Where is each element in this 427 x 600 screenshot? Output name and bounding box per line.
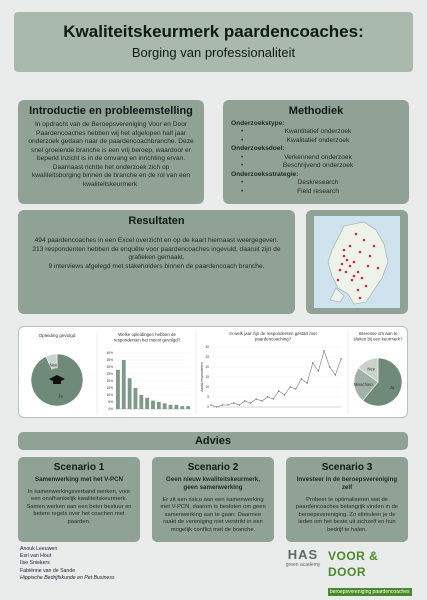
chart4-label: Nee: [367, 366, 376, 372]
author-name: Fabiënne van de Sande: [20, 567, 76, 574]
results-line: 494 paardencoaches in een Excel overzicht en op de kaart hiernaast weergegeven.: [34, 237, 279, 244]
author-name: Ilse Sniekers: [20, 560, 50, 567]
program-name: Hippische Bedrijfskunde en Pet Business: [20, 574, 115, 581]
scenario-card: [18, 457, 140, 542]
has-logo: HAS green academy: [285, 547, 321, 568]
method-type-label: Onderzoekstype:: [231, 120, 285, 127]
method-goal-label: Onderzoeksdoel:: [231, 145, 285, 153]
chart2-bar: [186, 406, 190, 409]
netherlands-map: [306, 210, 408, 314]
authors-block: [20, 546, 115, 582]
method-item: • Deskresearch: [241, 179, 339, 187]
scenario-subtitle: Investeer in de beroepsvereniging zelf: [296, 476, 398, 491]
chart2-title: respondenten het meest gevolgd?: [113, 337, 181, 343]
chart2-title: Welke opleidingen hebben de: [118, 332, 176, 337]
chart2-bar: [157, 402, 161, 409]
chart2-bar: [169, 405, 173, 409]
method-title: Methodiek: [288, 105, 344, 117]
scenario-body: In samenwerkingsverband werken, voor een onafhankelijk kwaliteitskeurmerk. Samen werken aan een beter bestuur en betere regels over het coachen met paarden.: [26, 488, 132, 525]
chart4-title: sluiten bij een keurmerk?: [353, 336, 403, 342]
chart4-label: Misschien: [353, 381, 373, 387]
chart2-ytick: 25%: [106, 372, 113, 376]
chart3-ytick: 25: [205, 355, 209, 359]
poster-subtitle: Borging van professionaliteit: [131, 45, 296, 60]
chart2-ytick: 20%: [106, 379, 113, 383]
results-title: Resultaten: [128, 215, 185, 227]
advies-heading: Advies: [18, 432, 408, 450]
author-name: Esri van Hout: [20, 553, 52, 560]
chart2-bar: [134, 388, 138, 409]
chart1-label: Ja: [58, 393, 63, 399]
chart2-bar: [174, 405, 178, 409]
method-item: • Field research: [241, 187, 339, 195]
chart1-label: Nee: [49, 362, 58, 368]
results-line: 9 interviews afgelegd met stakeholders binnen de paardencoach branche.: [48, 263, 265, 271]
scenario-card: [286, 457, 408, 542]
method-item: • Verkennend onderzoek: [241, 153, 352, 161]
chart3-ytick: 5: [207, 395, 209, 399]
poster-header: [14, 12, 413, 72]
charts-svg: [19, 327, 409, 419]
results-line: 213 respondenten hebben de enquête voor paardencoaches ingevuld, daaruit zijn de grafieken gemaakt.: [32, 245, 281, 262]
chart2-ytick: 0%: [108, 407, 113, 411]
chart4-label: Ja: [389, 385, 395, 391]
method-item: • Beschrijvend onderzoek: [241, 162, 354, 170]
method-panel: [223, 100, 409, 204]
map-graphic: [314, 216, 400, 308]
scenario-title: Scenario 1: [53, 462, 105, 473]
scenario-body: Er zit een risico aan een samenwerking met V-PCN, daarom is besloten om geen samenwerking aan te gaan. Daarmee raakt de vereniging niet verstrikt in een mogelijk conflict met de branche.: [160, 496, 266, 533]
chart3-title: In welk jaar zijn de respondenten gestart met: [229, 331, 317, 336]
chart2-bar: [122, 360, 126, 409]
scenario-title: Scenario 2: [187, 462, 239, 473]
chart3-ytick: 15: [205, 375, 209, 379]
chart1-title: Opleiding gevolgd: [38, 333, 76, 338]
chart2-bar: [116, 370, 120, 409]
chart3-title: paardencoaching?: [254, 336, 292, 342]
charts-panel: [18, 326, 408, 418]
chart2-bar: [145, 398, 149, 409]
method-strategy-label: Onderzoeksstrategie:: [231, 170, 299, 178]
graduation-cap-base: [53, 380, 61, 384]
scenario-card: [152, 457, 274, 542]
chart2-ytick: 40%: [106, 351, 113, 355]
results-panel: [18, 210, 295, 314]
method-item: • Kwalitatief onderzoek: [241, 136, 350, 144]
scenario-body: Probeer te optimaliseren wat de paardencoaches belangrijk vinden in de beroepsvereniging. Zo stimuleer je de leden om het beste uit zichzelf en hun bedrijf te halen.: [295, 496, 399, 533]
author-name: Anouk Leeuwen: [20, 546, 58, 552]
chart2-ytick: 15%: [106, 386, 113, 390]
chart3-line: [211, 351, 341, 407]
chart3-ylabel: Aantal respondenten: [200, 362, 204, 392]
chart2-ytick: 35%: [106, 358, 113, 362]
scenario-title: Scenario 3: [321, 462, 373, 473]
scenario-subtitle: Geen nieuw kwaliteitskeurmerk, geen samenwerking: [166, 476, 260, 491]
poster-title: Kwaliteitskeurmerk paardencoaches:: [63, 22, 364, 41]
chart2-bar: [180, 406, 184, 409]
intro-panel: [18, 100, 204, 204]
chart3-ytick: 0: [207, 405, 209, 409]
chart2-ytick: 30%: [106, 365, 113, 369]
chart3-ytick: 30: [205, 345, 209, 349]
chart2-ytick: 10%: [106, 393, 113, 397]
chart2-bar: [151, 401, 155, 409]
chart3-ytick: 10: [205, 385, 209, 389]
chart2-bar: [163, 403, 167, 409]
chart3-ytick: 20: [205, 365, 209, 369]
voor-door-logo: VOOR & DOOR beroepsvereniging paardencoaches: [328, 549, 410, 595]
intro-title: Introductie en probleemstelling: [29, 105, 193, 117]
intro-body: In opdracht van de Beroepsvereniging Voor en Door Paardencoaches hebben wij het afgelopen half jaar onderzoek gedaan naar de paardencoachbranche. Deze snel groeiende branche is een vrij beroep, waardoor er beperkt inzicht is in de omvang en inrichting ervan. Daarnaast richtte het onderzoek zich op kwaliteitsborging binnen de branche en de rol van een kwaliteitskeurmerk.: [28, 121, 194, 188]
chart2-ytick: 5%: [108, 400, 113, 404]
chart2-bar: [139, 395, 143, 409]
chart2-bar: [128, 378, 132, 409]
method-item: • Kwantitatief onderzoek: [241, 128, 352, 136]
chart4-title: Interesse om aan te: [358, 331, 398, 336]
scenario-subtitle: Samenwerking met het V-PCN: [34, 476, 124, 483]
